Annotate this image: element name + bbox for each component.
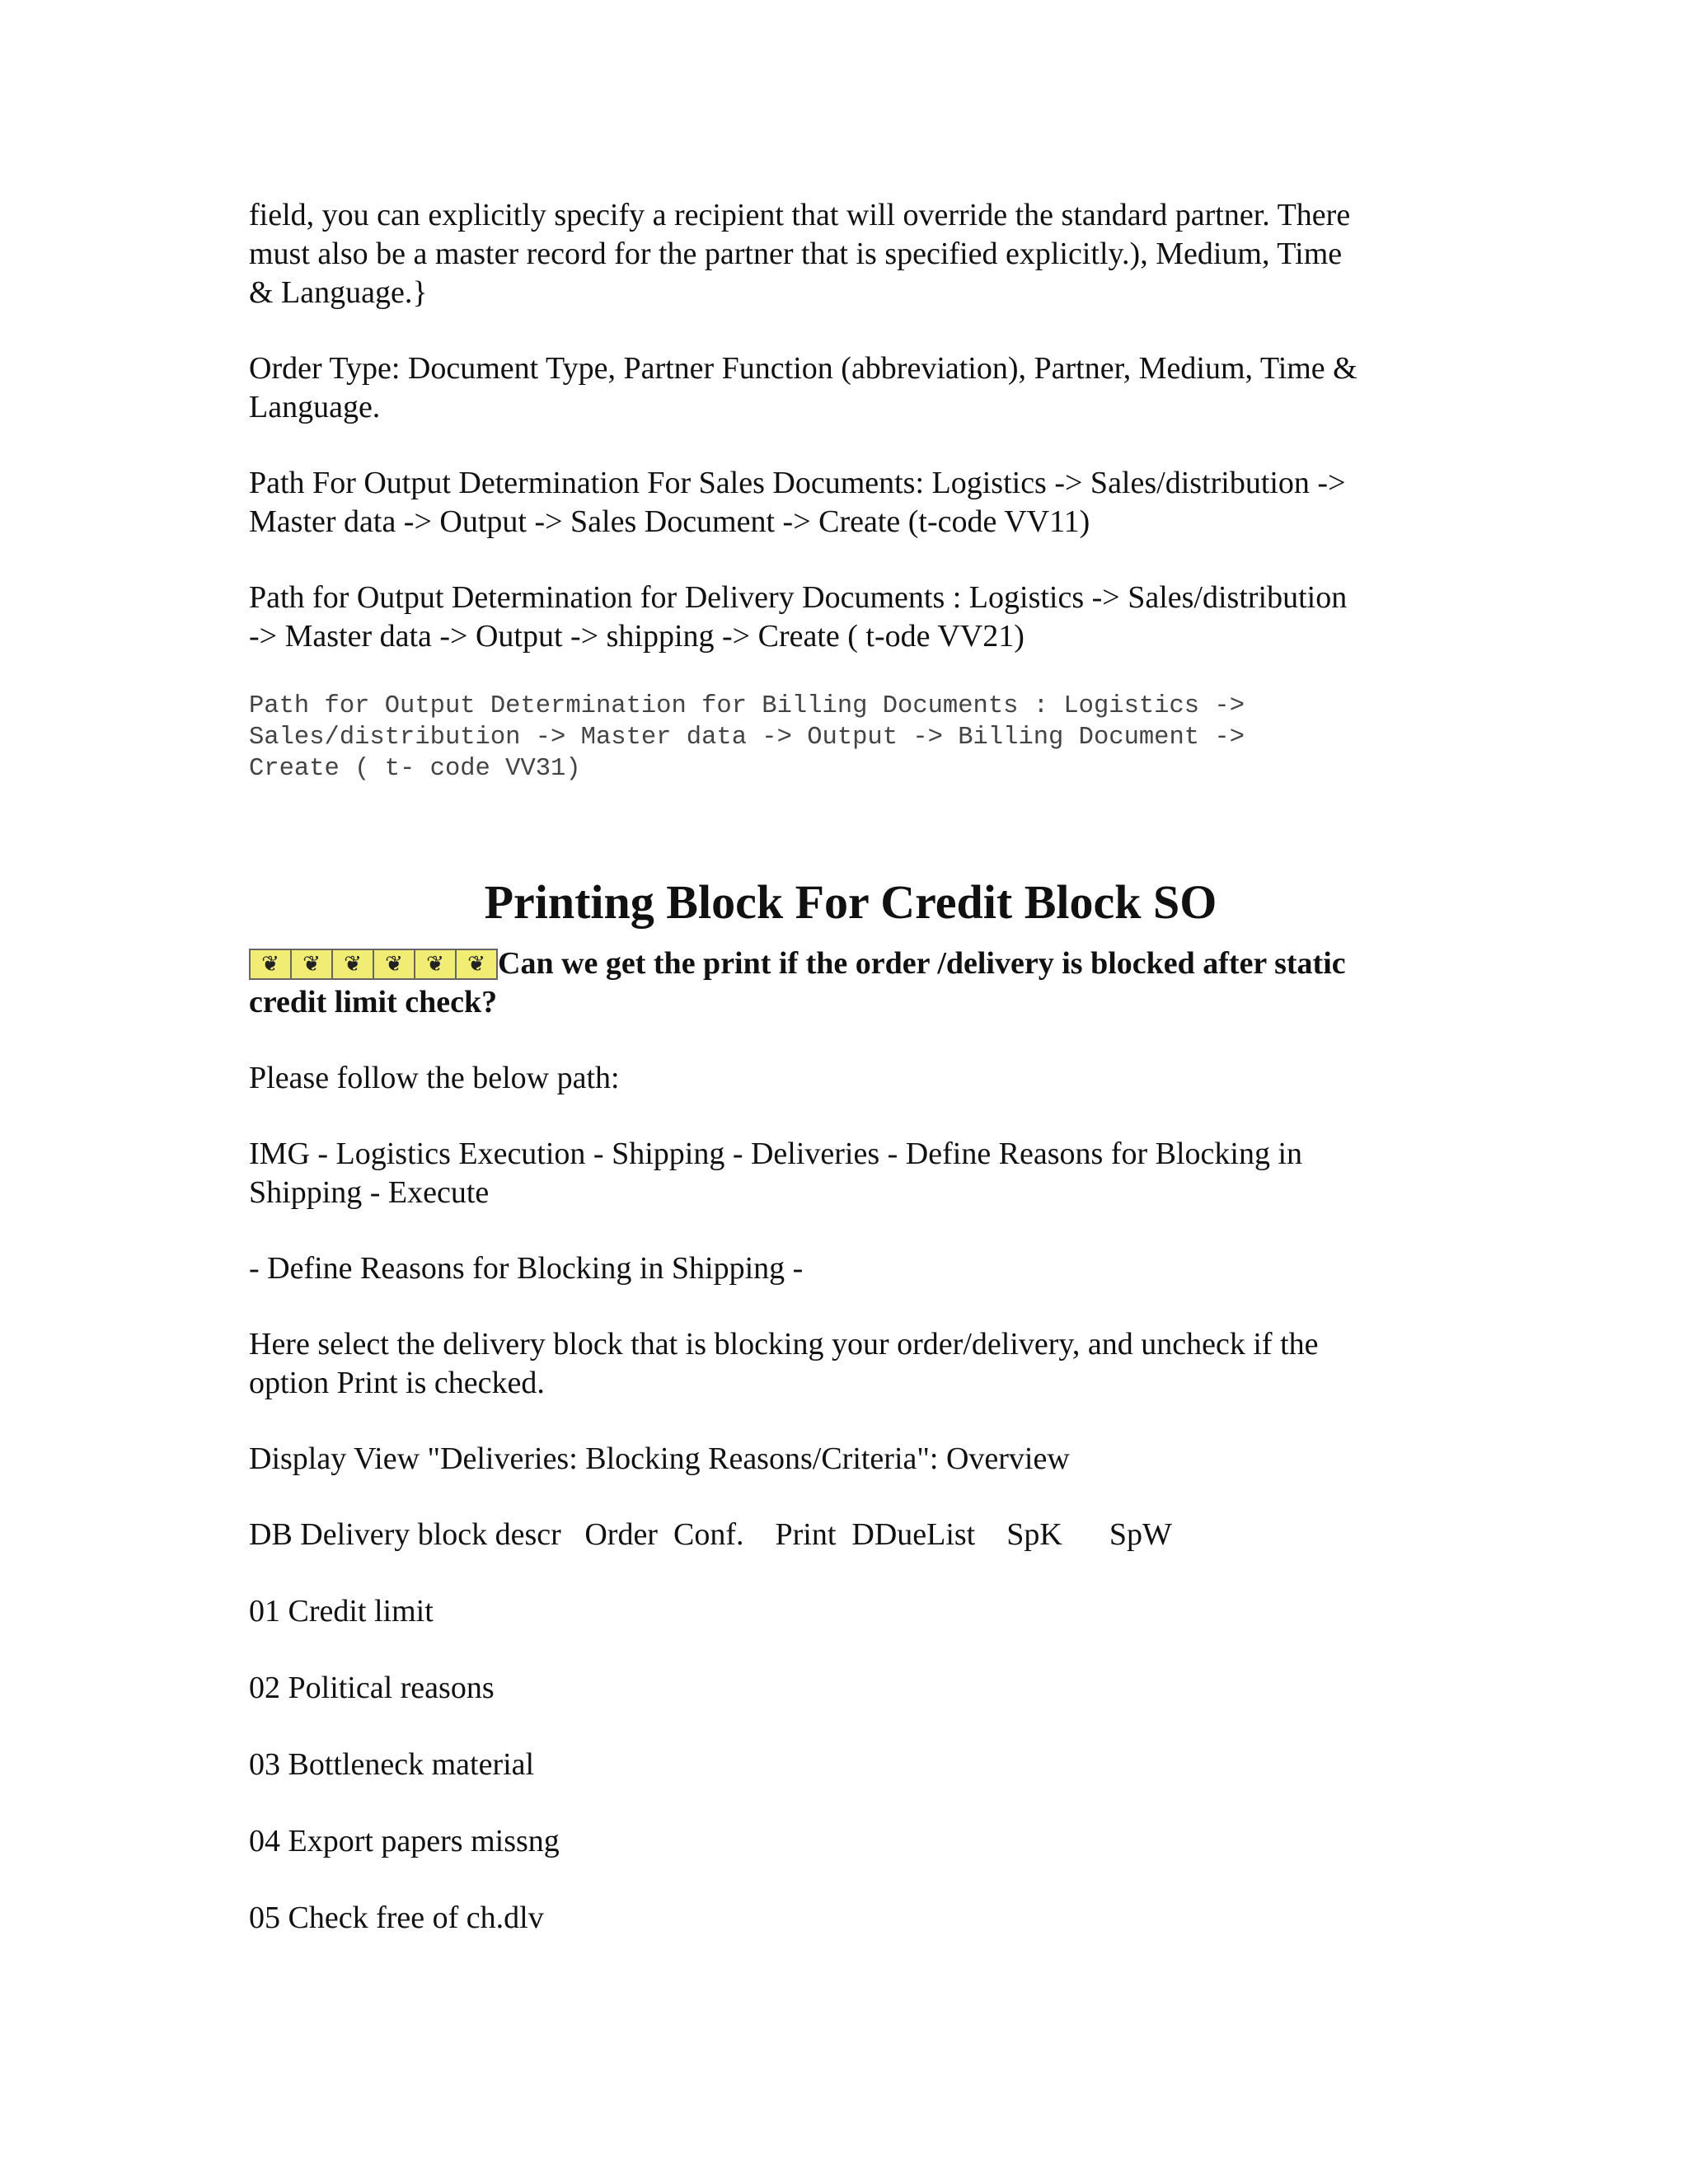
column-header: DDueList (851, 1517, 976, 1552)
star-icon: ❦ (251, 950, 292, 978)
star-icon: ❦ (292, 950, 333, 978)
text-line: Create ( t- code VV31) (249, 755, 581, 783)
question-line: credit limit check? (249, 985, 498, 1019)
display-view-title: Display View "Deliveries: Blocking Reasons/Criteria": Overview (249, 1441, 1070, 1476)
question (249, 944, 1452, 1022)
question-line: Can we get the print if the order /delivery is blocked after static (498, 946, 1346, 981)
text-line: Path for Output Determination for Delivery Documents : Logistics -> Sales/distribution (249, 580, 1348, 615)
text-line: Path For Output Determination For Sales Documents: Logistics -> Sales/distribution -> (249, 466, 1346, 500)
define-reasons-text: - Define Reasons for Blocking in Shipping - (249, 1251, 804, 1286)
text-line: option Print is checked. (249, 1366, 545, 1400)
column-header: Conf. (673, 1517, 744, 1552)
paragraph-sales-path (249, 464, 1452, 541)
table-header (249, 1516, 1452, 1554)
column-header: SpW (1109, 1517, 1172, 1552)
text-line: Shipping - Execute (249, 1175, 490, 1210)
table-row: 05 Check free of ch.dlv (249, 1900, 544, 1935)
column-header: Order (584, 1517, 658, 1552)
img-path (249, 1135, 1452, 1212)
follow-path-text: Please follow the below path: (249, 1061, 620, 1095)
text-line: Sales/distribution -> Master data -> Output -> Billing Document -> (249, 724, 1245, 752)
text-line: must also be a master record for the partner that is specified explicitly.), Medium, Time (249, 237, 1343, 271)
text-line: -> Master data -> Output -> shipping -> Create ( t-ode VV21) (249, 619, 1025, 654)
text-line: Master data -> Output -> Sales Document -> Create (t-code VV11) (249, 504, 1090, 539)
table-row: 01 Credit limit (249, 1594, 434, 1629)
paragraph-delivery-path (249, 579, 1452, 656)
column-header: Print (775, 1517, 837, 1552)
paragraph-partner-override (249, 196, 1452, 312)
paragraph-order-type (249, 349, 1452, 427)
column-header: SpK (1006, 1517, 1062, 1552)
table-row: 04 Export papers missng (249, 1824, 560, 1858)
text-line: & Language.} (249, 275, 428, 310)
star-icon: ❦ (374, 950, 415, 978)
section-heading: Printing Block For Credit Block SO (484, 875, 1217, 929)
table-row: 02 Political reasons (249, 1671, 495, 1705)
column-header: DB Delivery block descr (249, 1517, 561, 1552)
text-line: IMG - Logistics Execution - Shipping - Deliveries - Define Reasons for Blocking in (249, 1137, 1303, 1171)
text-line: Language. (249, 390, 381, 424)
text-line: Path for Output Determination for Billing Documents : Logistics -> (249, 692, 1245, 720)
star-icon: ❦ (333, 950, 374, 978)
text-line: Here select the delivery block that is blocking your order/delivery, and uncheck if the (249, 1327, 1319, 1361)
star-icon: ❦ (415, 950, 457, 978)
text-line: Order Type: Document Type, Partner Function (abbreviation), Partner, Medium, Time & (249, 351, 1357, 386)
table-row: 03 Bottleneck material (249, 1747, 535, 1782)
rating-stars-icon (249, 949, 498, 980)
document-content (249, 196, 1452, 1938)
star-icon: ❦ (467, 952, 485, 977)
text-line: field, you can explicitly specify a recipient that will override the standard partner. There (249, 198, 1351, 232)
paragraph-billing-path (249, 691, 1452, 785)
instruction-text (249, 1325, 1452, 1403)
